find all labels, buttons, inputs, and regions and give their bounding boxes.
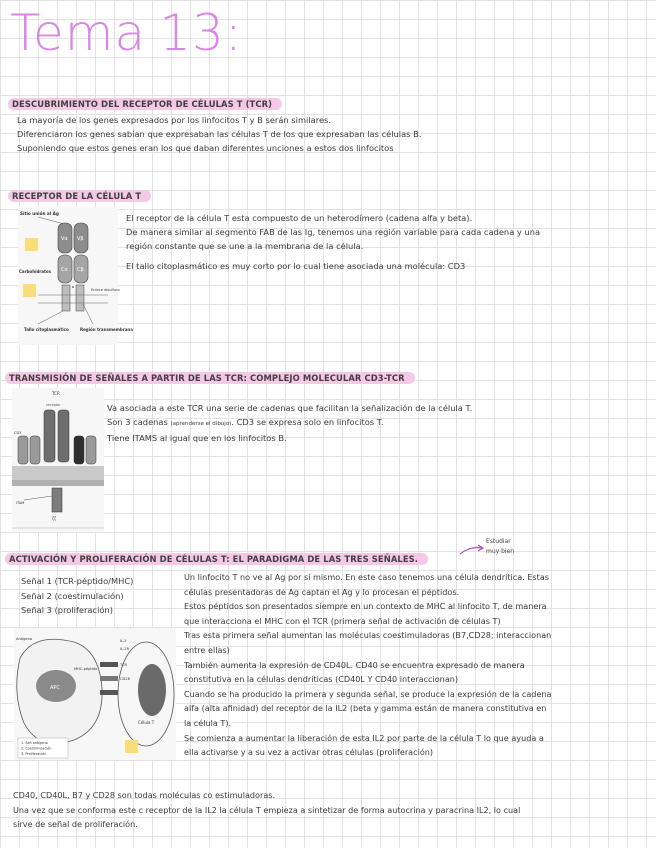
fig-label-cb: Cβ (77, 267, 84, 273)
text-line: Suponiendo que estos genes eran los que daban diferentes unciones a estos dos linfocitos (17, 143, 394, 153)
fig-label-il2: IL-2 (120, 639, 127, 643)
cd3-diagram (12, 388, 104, 532)
fig-legend-1: 1. Señ antígeno (21, 741, 48, 745)
text-line: células presentadoras de Ag captan el Ag y lo procesan el péptidos. (184, 586, 460, 597)
section-heading-cd3-tcr (5, 366, 415, 385)
text-line: Va asociada a este TCR una serie de cadenas que facilitan la señalización de la célula T. (107, 403, 473, 413)
section-heading-t-cell-receptor (8, 184, 151, 203)
section-heading-text: ACTIVACIÓN Y PROLIFERACIÓN DE CÉLULAS T: EL PARADIGMA DE LAS TRES SEÑALES. (5, 553, 428, 565)
text-line: ella activarse y a su vez a activar otras células (proliferación) (184, 747, 434, 758)
signal-item: Señal 1 (TCR-péptido/MHC) (21, 576, 134, 586)
text-line: También aumenta la expresión de CD40L. CD40 se encuentra expresado de manera (184, 659, 525, 670)
fig-label-mhc: MHC-péptido (74, 667, 98, 671)
title-number: 13: (159, 4, 243, 62)
sticky-note-icon (125, 740, 138, 753)
three-signals-figure (14, 628, 176, 760)
s4-paragraph (184, 570, 552, 760)
s1-paragraph (17, 113, 421, 155)
study-note (486, 537, 514, 557)
text-line: Se comienza a aumentar la liberación de esta IL2 por parte de la célula T lo que ayuda a (184, 732, 544, 743)
signal-item: Señal 2 (coestimulación) (21, 590, 124, 601)
text-line: Diferenciaron los genes sabían que expresaban las células T de los que expresaban las células B. (17, 129, 422, 139)
text-line: El receptor de la célula T esta compuesto de un heterodímero (cadena alfa y beta). (126, 213, 473, 223)
fig-label-il2r: IL-2R (120, 647, 130, 651)
text-line: Cuando se ha producido la primera y segunda señal, se produce la expresión de la cadena (184, 688, 552, 699)
arrow-icon (458, 544, 486, 558)
fig-label-va: Vα (61, 236, 68, 242)
text-line: alfa (alta afinidad) del receptor de la IL2 (beta y gamma están de manera constitutiva en (184, 703, 547, 714)
section-heading-tcr-discovery (8, 92, 282, 111)
s2-paragraph (126, 211, 540, 273)
fig-label-site: Sitio unión al Ag (20, 211, 59, 216)
text-chains-main: Son 3 cadenas (107, 417, 168, 427)
fig-label-cd28: CD28 (120, 677, 130, 681)
tcr-diagram (18, 207, 133, 345)
cd3-tcr-figure (12, 388, 104, 532)
section-heading-text: TRANSMISIÓN DE SEÑALES A PARTIR DE LAS TCR: COMPLEJO MOLECULAR CD3-TCR (5, 372, 415, 384)
text-line: la célula T). (184, 717, 232, 728)
text-line: Un linfocito T no ve al Ag por sí mismo. En este caso tenemos una célula dendrítica. Estas (184, 572, 549, 582)
fig-label-vb: Vβ (77, 236, 84, 242)
signals-list (21, 574, 133, 618)
sticky-note-icon (23, 284, 36, 297)
section-heading-text: RECEPTOR DE LA CÉLULA T (8, 190, 151, 202)
text-line: región constante que se une a la membrana de la célula. (126, 241, 364, 251)
text-line: Tiene ITAMS al igual que en los linfocitos B. (107, 433, 287, 443)
fig-label-tcell: Célula T (138, 720, 155, 725)
text-line: Estos péptidos son presentados siempre en un contexto de MHC al linfocito T, de manera (184, 601, 547, 612)
fig-label-ca: Cα (61, 267, 68, 273)
section-heading-text: DESCUBRIMIENTO DEL RECEPTOR DE CÉLULAS T (TCR) (8, 98, 282, 110)
text-line: Una vez que se conforma este c receptor de la IL2 la célula T empieza a sintetizar de forma autocrina y paracrina IL2, lo cual (13, 804, 521, 815)
fig-label-apc: APC (50, 685, 60, 691)
footer-paragraph (13, 788, 520, 832)
text-line: entre ellas) (184, 644, 230, 655)
study-note-line: muy bien (486, 548, 515, 555)
fig-label-disulfide: Enlace disulfuro (91, 288, 120, 292)
text-line: que interacciona el MHC con el TCR (primera señal de activación de células T) (184, 615, 501, 626)
title-word: Tema (10, 4, 147, 62)
fig-label-tcr: TCR (52, 391, 60, 396)
study-note-line: Estudiar (486, 538, 511, 545)
text-chains-note: (aprenderse el dibujo) (170, 421, 232, 427)
sticky-note-icon (25, 238, 38, 251)
fig-label-carbs: Carbohidratos (19, 269, 52, 274)
fig-legend-2: 2. Coestimulación (21, 746, 52, 751)
fig-label-receptor: receptor (46, 403, 61, 407)
s3-paragraph (107, 401, 472, 445)
text-line: CD40, CD40L, B7 y CD28 son todas moléculas co estimuladoras. (13, 790, 276, 800)
fig-label-tm: Región transmembrana (80, 327, 133, 332)
text-line: constitutiva en la células dendríticas (CD40L Y CD40 interaccionan) (184, 674, 459, 685)
signal-item: Señal 3 (proliferación) (21, 605, 113, 615)
fig-label-antigen: Antígeno (16, 637, 33, 641)
fig-label-itam: ITAM (16, 501, 25, 505)
text-line: Tras esta primera señal aumentan las moléculas coestimuladoras (B7,CD28; interaccionan (184, 630, 552, 641)
text-line: De manera similar al segmento FAB de las Ig, tenemos una región variable para cada cadena y una (126, 227, 541, 237)
text-line: sirve de señal de proliferación. (13, 819, 138, 829)
fig-label-tcr: TCR (120, 663, 127, 667)
tcr-structure-figure (18, 207, 133, 345)
page-title (10, 4, 243, 62)
text-line: El tallo citoplasmático es muy corto por lo cual tiene asociada una molécula: CD3 (126, 261, 466, 271)
text-line-chains (107, 415, 472, 431)
fig-label-tail: Tallo citoplasmático (24, 327, 69, 332)
signals-diagram (14, 628, 176, 760)
fig-label-cd3: CD3 (14, 431, 22, 435)
text-chains-rest: . CD3 se expresa solo en linfocitos T. (231, 417, 384, 427)
fig-label-zeta: ζζ (52, 516, 57, 521)
section-heading-three-signals (5, 547, 428, 566)
text-line: La mayoría de los genes expresados por los linfocitos T y B serán similares. (17, 115, 332, 125)
fig-legend-3: 3. Proliferación (21, 752, 47, 756)
